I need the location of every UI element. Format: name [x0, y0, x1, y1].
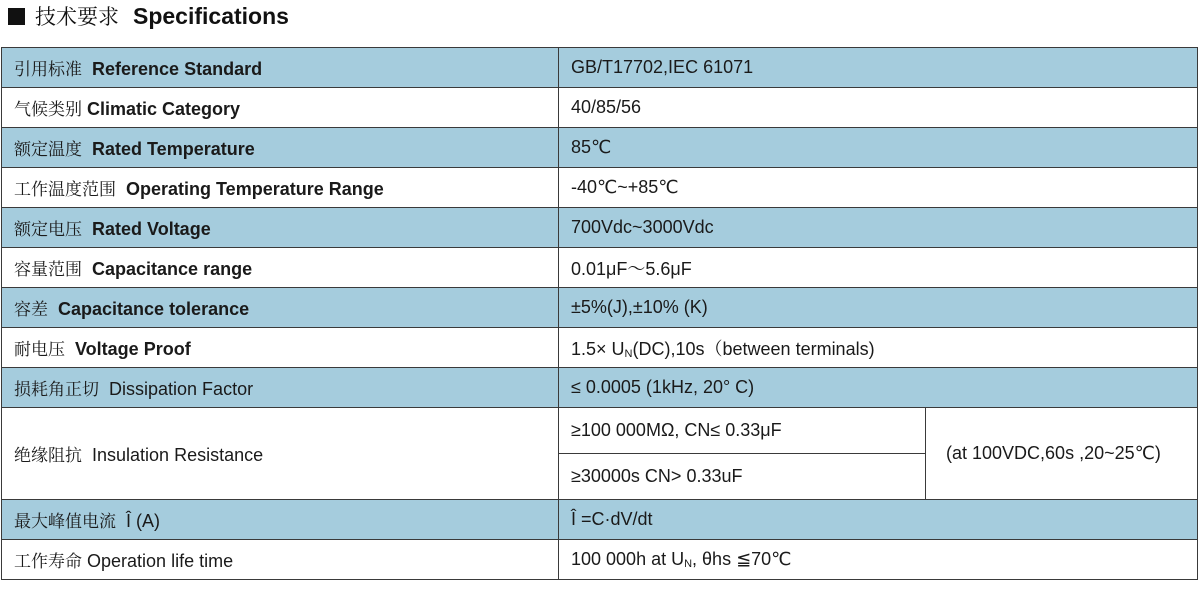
param-value: ±5%(J),±10% (K)	[559, 288, 1198, 328]
param-value: 0.01μF～5.6μF	[559, 248, 1198, 288]
table-row	[2, 48, 1198, 88]
param-value: -40℃~+85℃	[559, 168, 1198, 208]
table-row	[2, 408, 1198, 454]
table-row	[2, 208, 1198, 248]
param-value: 100 000h at UN, θhs ≦70℃	[559, 540, 1198, 580]
table-row	[2, 128, 1198, 168]
table-row	[2, 248, 1198, 288]
param-label: 引用标准 Reference Standard	[2, 48, 559, 88]
param-value: Î =C·dV/dt	[559, 500, 1198, 540]
table-row	[2, 88, 1198, 128]
table-row	[2, 540, 1198, 580]
table-row	[2, 328, 1198, 368]
table-row	[2, 168, 1198, 208]
param-label: 绝缘阻抗 Insulation Resistance	[2, 408, 559, 500]
param-value: GB/T17702,IEC 61071	[559, 48, 1198, 88]
param-label: 工作寿命 Operation life time	[2, 540, 559, 580]
param-label: 损耗角正切 Dissipation Factor	[2, 368, 559, 408]
square-bullet-icon	[8, 8, 25, 25]
param-label: 工作温度范围 Operating Temperature Range	[2, 168, 559, 208]
heading-en: Specifications	[133, 2, 289, 29]
table-row	[2, 288, 1198, 328]
param-label: 耐电压 Voltage Proof	[2, 328, 559, 368]
table-row	[2, 500, 1198, 540]
param-value: ≥100 000MΩ, CN≤ 0.33μF	[559, 408, 926, 454]
test-condition-note: (at 100VDC,60s ,20~25℃)	[926, 408, 1198, 500]
heading-cn: 技术要求	[35, 5, 119, 29]
param-label: 气候类别 Climatic Category	[2, 88, 559, 128]
table-row	[2, 368, 1198, 408]
section-heading	[8, 0, 289, 32]
param-value: ≥30000s CN> 0.33uF	[559, 454, 926, 500]
param-label: 容量范围 Capacitance range	[2, 248, 559, 288]
param-value: ≤ 0.0005 (1kHz, 20° C)	[559, 368, 1198, 408]
param-label: 容差 Capacitance tolerance	[2, 288, 559, 328]
param-value: 40/85/56	[559, 88, 1198, 128]
param-value: 700Vdc~3000Vdc	[559, 208, 1198, 248]
spec-table	[1, 47, 1198, 580]
param-label: 额定温度 Rated Temperature	[2, 128, 559, 168]
param-label: 额定电压 Rated Voltage	[2, 208, 559, 248]
param-value: 1.5× UN(DC),10s（between terminals)	[559, 328, 1198, 368]
param-value: 85℃	[559, 128, 1198, 168]
param-label: 最大峰值电流 Î (A)	[2, 500, 559, 540]
